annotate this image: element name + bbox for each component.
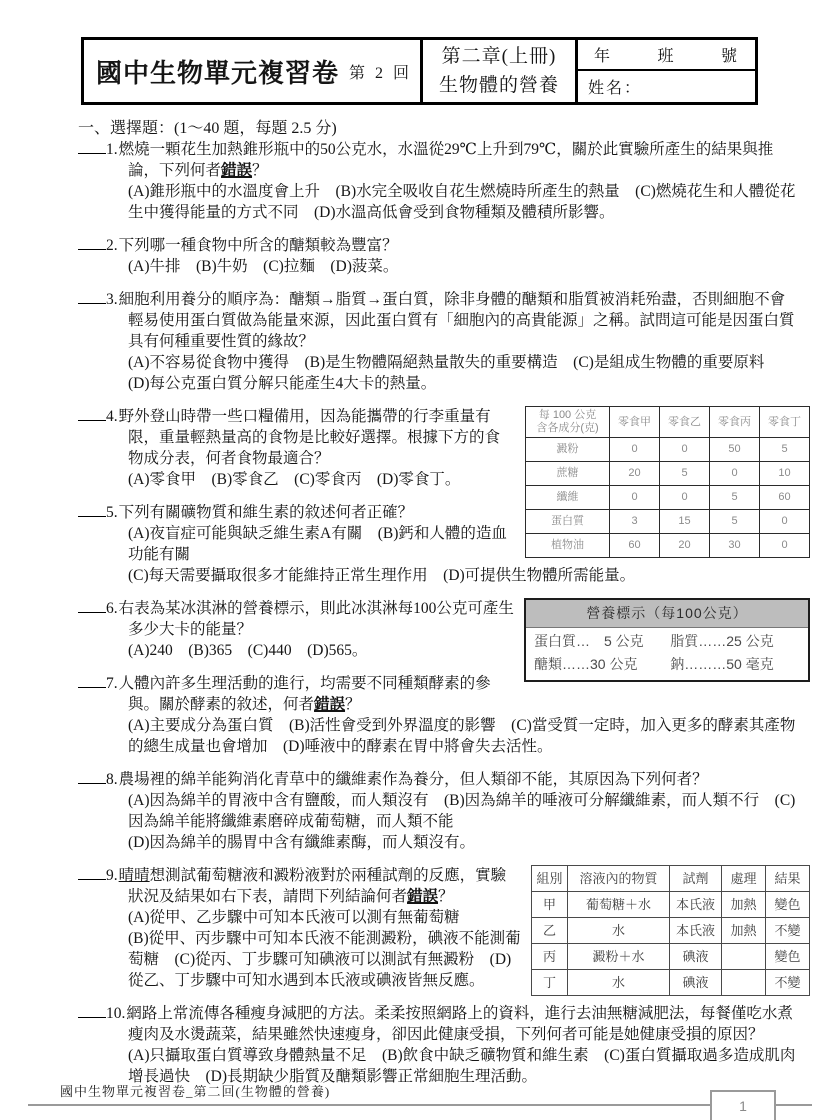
name-row [578, 71, 755, 101]
table-value-cell: 5 [760, 438, 810, 462]
footer-rule [28, 1104, 812, 1106]
table-value-cell: 20 [610, 462, 660, 486]
exp-cell: 碘液 [670, 944, 722, 970]
exp-cell [722, 944, 766, 970]
question-stem: 野外登山時帶一些口糧備用，因為能攜帶的行李重量有限，重量輕熱量高的食物是比較好選擇。根據下方的食物成分表，何者食物最適合？ [118, 408, 501, 467]
table-value-cell: 0 [760, 510, 810, 534]
table-value-cell: 0 [660, 486, 710, 510]
question-stem: 人體內許多生理活動的進行，均需要不同種類酵素的參與。關於酵素的敘述，何者 [118, 675, 491, 713]
table-value-cell: 3 [610, 510, 660, 534]
question-7 [78, 673, 800, 757]
question-number: 2. [106, 237, 118, 254]
table-row-label: 蛋白質 [526, 510, 610, 534]
table-row-label: 植物油 [526, 534, 610, 558]
table-row [532, 918, 810, 944]
answer-blank [78, 406, 106, 421]
answer-blank [78, 139, 106, 154]
question-1 [78, 139, 800, 223]
question-section [78, 118, 800, 1087]
answer-blank [78, 673, 106, 688]
exp-cell: 本氏液 [670, 892, 722, 918]
question-stem: 細胞利用養分的順序為：醣類→脂質→蛋白質，除非身體的醣類和脂質被消耗殆盡，否則細胞不會輕易使用蛋白質做為能量來源，因此蛋白質有「細胞內的高貴能源」之稱。試問這可能是因蛋白質具有何種重要性質的緣故？ [118, 291, 795, 350]
table-value-cell: 0 [610, 486, 660, 510]
student-name-underlined: 晴晴 [118, 867, 150, 884]
exp-cell: 不變 [766, 970, 810, 996]
emphasis-wrong: 錯誤 [314, 696, 346, 713]
table-row [526, 510, 810, 534]
question-number: 7. [106, 675, 118, 692]
options-line-1: (A)因為綿羊的胃液中含有鹽酸，而人類沒有 (B)因為綿羊的唾液可分解纖維素，而人類不行 (C)因為綿羊能將纖維素磨碎成葡萄糖，而人類不能 [128, 792, 796, 830]
table-row [532, 970, 810, 996]
question-number: 4. [106, 408, 118, 425]
table-row-label: 纖維 [526, 486, 610, 510]
table-value-cell: 0 [610, 438, 660, 462]
year-class-number-row [578, 40, 755, 71]
exp-header-cell: 試劑 [670, 866, 722, 892]
table-row-label: 澱粉 [526, 438, 610, 462]
exam-round: 第 2 回 [349, 64, 413, 82]
question-stem: 網路上常流傳各種瘦身減肥的方法。柔柔按照網路上的資料，進行去油無糖減肥法，每餐僅吃水煮瘦肉及水燙蔬菜，結果雖然快速瘦身，卻因此健康受損，下列何者可能是她健康受損的原因？ [126, 1005, 793, 1043]
question-2 [78, 235, 800, 277]
question-6 [78, 598, 800, 672]
question-stem: 下列哪一種食物中所含的醣類較為豐富？ [118, 237, 398, 254]
table-row [526, 534, 810, 558]
question-options: (A)牛排 (B)牛奶 (C)拉麵 (D)菠菜。 [128, 258, 399, 275]
emphasis-wrong: 錯誤 [407, 888, 439, 905]
nutrition-title: 營養標示（每100公克） [526, 600, 808, 628]
exp-cell: 加熱 [722, 892, 766, 918]
question-stem: 右表為某冰淇淋的營養標示，則此冰淇淋每100公克可產生多少大卡的能量？ [118, 600, 514, 638]
table-value-cell: 15 [660, 510, 710, 534]
question-options: (A)240 (B)365 (C)440 (D)565。 [128, 642, 368, 659]
question-options: (A)只攝取蛋白質導致身體熱量不足 (B)飲食中缺乏礦物質和維生素 (C)蛋白質攝取過多造成肌肉增長過快 (D)長期缺少脂質及醣類影響正常細胞生理活動。 [128, 1047, 796, 1085]
options-line-2: (D)因為綿羊的腸胃中含有纖維素酶，而人類沒有。 [128, 834, 476, 851]
table-corner-cell [526, 407, 610, 438]
answer-blank [78, 769, 106, 784]
question-stem: 農場裡的綿羊能夠消化青草中的纖維素作為養分，但人類卻不能，其原因為下列何者？ [118, 771, 708, 788]
options-line-2: (C)每天需要攝取很多才能維持正常生理作用 (D)可提供生物體所需能量。 [128, 567, 636, 584]
exp-header-cell: 結果 [766, 866, 810, 892]
table-value-cell: 0 [660, 438, 710, 462]
exp-cell: 甲 [532, 892, 568, 918]
exp-cell: 水 [568, 918, 670, 944]
question-number: 3. [106, 291, 118, 308]
exam-title: 國中生物單元複習卷 [96, 57, 340, 88]
exp-header-cell: 組別 [532, 866, 568, 892]
exp-cell: 乙 [532, 918, 568, 944]
table-row [532, 944, 810, 970]
exp-header-cell: 溶液內的物質 [568, 866, 670, 892]
question-stem-tail: ？ [345, 696, 361, 713]
corner-line-2: 含各成分(克) [536, 422, 599, 434]
table-row [526, 486, 810, 510]
question-stem-tail: ？ [252, 162, 268, 179]
answer-blank [78, 289, 106, 304]
question-options: (A)零食甲 (B)零食乙 (C)零食丙 (D)零食丁。 [128, 471, 461, 488]
question-8 [78, 769, 800, 853]
chapter-line-1: 第二章(上冊) [441, 46, 557, 67]
page-number-tab: 1 [710, 1090, 776, 1120]
exp-header-cell: 處理 [722, 866, 766, 892]
nutrition-item: 醣類……30 公克 [534, 656, 638, 672]
question-3 [78, 289, 800, 394]
table-header-row [526, 407, 810, 438]
question-number: 8. [106, 771, 118, 788]
exp-cell [722, 970, 766, 996]
table-value-cell: 0 [710, 462, 760, 486]
exp-cell: 變色 [766, 944, 810, 970]
section-title: 一、選擇題：(1～40 題，每題 2.5 分) [78, 120, 337, 137]
nutrition-item: 蛋白質… 5 公克 [534, 633, 644, 649]
exp-cell: 葡萄糖＋水 [568, 892, 670, 918]
exp-cell: 變色 [766, 892, 810, 918]
table-header-row [532, 866, 810, 892]
question-number: 10. [106, 1005, 126, 1022]
exp-cell: 本氏液 [670, 918, 722, 944]
question-number: 5. [106, 504, 118, 521]
question-9 [78, 865, 800, 991]
answer-blank [78, 502, 106, 517]
year-label: 年 [594, 48, 613, 65]
class-label: 班 [657, 48, 676, 65]
options-line-1: (A)夜盲症可能與缺乏維生素A有關 (B)鈣和人體的造血功能有關 [128, 525, 507, 563]
table-value-cell: 20 [660, 534, 710, 558]
table-row [526, 462, 810, 486]
exp-cell: 加熱 [722, 918, 766, 944]
table-row [526, 438, 810, 462]
chapter-box [423, 40, 578, 102]
snack-nutrition-table [525, 406, 810, 558]
table-value-cell: 5 [710, 510, 760, 534]
exp-cell: 不變 [766, 918, 810, 944]
table-col-header: 零食甲 [610, 407, 660, 438]
table-value-cell: 5 [710, 486, 760, 510]
nutrition-item: 脂質……25 公克 [670, 633, 774, 649]
table-row [532, 892, 810, 918]
options-line-1: (A)從甲、乙步驟中可知本氏液可以測有無葡萄糖 [128, 909, 460, 926]
question-stem: 想測試葡萄糖液和澱粉液對於兩種試劑的反應，實驗狀況及結果如右下表，請問下列結論何者 [128, 867, 507, 905]
question-options: (A)主要成分為蛋白質 (B)活性會受到外界溫度的影響 (C)當受質一定時，加入更多的酵素其產物的總生成量也會增加 (D)唾液中的酵素在胃中將會失去活性。 [128, 717, 796, 755]
question-number: 1. [106, 141, 118, 158]
question-options [128, 790, 800, 853]
question-options: (A)不容易從食物中獲得 (B)是生物體隔絕熱量散失的重要構造 (C)是組成生物體的重要原料 (D)每公克蛋白質分解只能產生4大卡的熱量。 [128, 354, 780, 392]
exam-header [81, 37, 758, 105]
table-value-cell: 50 [710, 438, 760, 462]
nutrition-label-box [524, 598, 810, 682]
question-stem: 燃燒一顆花生加熱錐形瓶中的50公克水，水溫從29℃上升到79℃，關於此實驗所產生的結果與推論，下列何者 [118, 141, 774, 179]
table-col-header: 零食乙 [660, 407, 710, 438]
experiment-table [531, 865, 810, 996]
student-info-box [578, 40, 755, 102]
table-value-cell: 60 [760, 486, 810, 510]
nutrition-items [526, 628, 808, 680]
chapter-line-2: 生物體的營養 [438, 75, 559, 96]
answer-blank [78, 865, 106, 880]
table-value-cell: 30 [710, 534, 760, 558]
footer-text: 國中生物單元複習卷_第二回(生物體的營養) [60, 1084, 331, 1099]
table-col-header: 零食丁 [760, 407, 810, 438]
table-value-cell: 0 [760, 534, 810, 558]
nutrition-item: 鈉………50 毫克 [670, 656, 774, 672]
question-stem: 下列有關礦物質和維生素的敘述何者正確？ [118, 504, 414, 521]
answer-blank [78, 1003, 106, 1018]
exp-cell: 丁 [532, 970, 568, 996]
exp-cell: 丙 [532, 944, 568, 970]
answer-blank [78, 235, 106, 250]
question-10 [78, 1003, 800, 1087]
table-value-cell: 5 [660, 462, 710, 486]
question-options: (A)錐形瓶中的水溫度會上升 (B)水完全吸收自花生燃燒時所產生的熱量 (C)燃燒花生和人體從花生中獲得能量的方式不同 (D)水溫高低會受到食物種類及體積所影響。 [128, 183, 796, 221]
table-col-header: 零食丙 [710, 407, 760, 438]
name-label: 姓名： [588, 79, 643, 97]
exp-cell: 碘液 [670, 970, 722, 996]
exp-cell: 水 [568, 970, 670, 996]
question-number: 9. [106, 867, 118, 884]
options-line-2: (B)從甲、丙步驟中可知本氏液不能測澱粉，碘液不能測葡萄糖 (C)從丙、丁步驟可知碘液可以測試有無澱粉 (D)從乙、丁步驟中可知水遇到本氏液或碘液皆無反應。 [128, 930, 521, 989]
question-stem-tail: ？ [438, 888, 454, 905]
exam-title-box [84, 40, 423, 102]
emphasis-wrong: 錯誤 [221, 162, 253, 179]
corner-line-1: 每 100 公克 [538, 409, 597, 421]
table-value-cell: 60 [610, 534, 660, 558]
exp-cell: 澱粉＋水 [568, 944, 670, 970]
answer-blank [78, 598, 106, 613]
table-row-label: 蔗糖 [526, 462, 610, 486]
question-number: 6. [106, 600, 118, 617]
number-label: 號 [720, 48, 739, 65]
table-value-cell: 10 [760, 462, 810, 486]
